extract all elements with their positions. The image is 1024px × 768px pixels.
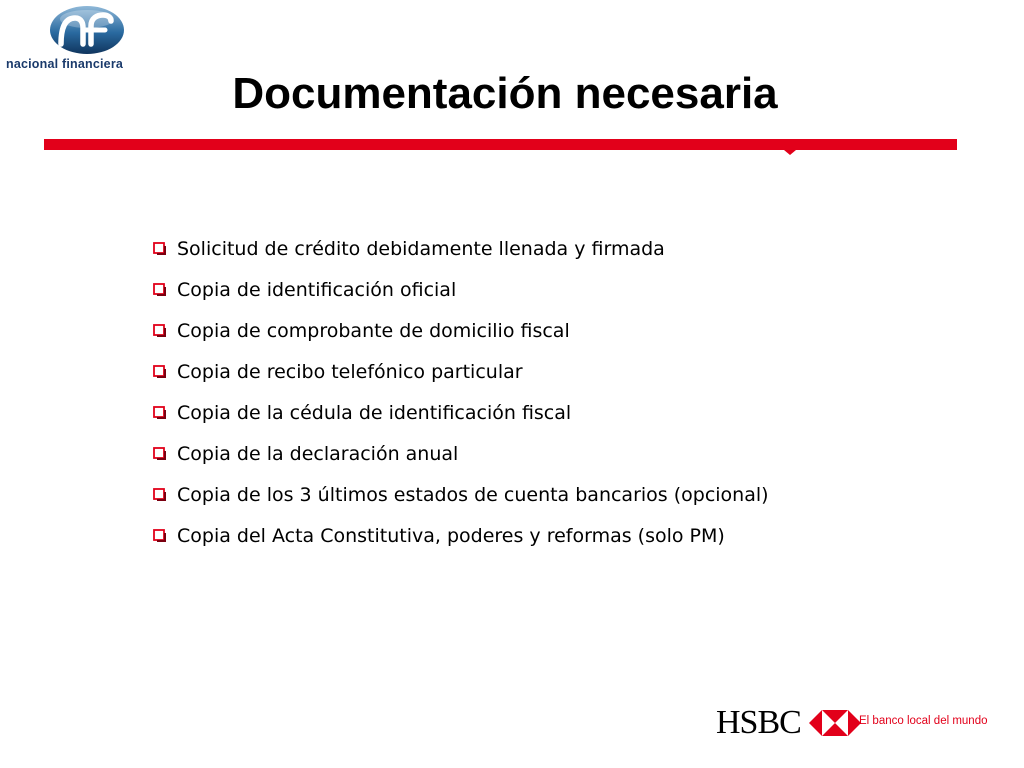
list-item xyxy=(153,269,769,310)
slide-title: Documentación necesaria xyxy=(232,69,778,118)
list-item-text: Copia de los 3 últimos estados de cuenta bancarios (opcional) xyxy=(177,483,769,506)
requirements-list xyxy=(153,228,769,556)
checkbox-bullet-icon xyxy=(153,324,167,338)
title-divider xyxy=(44,139,957,155)
hsbc-wordmark: HSBC xyxy=(716,704,801,741)
list-item xyxy=(153,392,769,433)
hsbc-tagline: El banco local del mundo xyxy=(859,715,988,727)
list-item-text: Copia de recibo telefónico particular xyxy=(177,360,523,383)
list-item-text: Copia de identificación oficial xyxy=(177,278,457,301)
list-item-text: Copia de la declaración anual xyxy=(177,442,459,465)
list-item xyxy=(153,474,769,515)
hsbc-hexagon-icon xyxy=(804,710,866,736)
checkbox-bullet-icon xyxy=(153,406,167,420)
hsbc-logo xyxy=(716,704,1006,742)
list-item xyxy=(153,515,769,556)
checkbox-bullet-icon xyxy=(153,488,167,502)
nafin-logo-icon xyxy=(47,4,127,56)
list-item xyxy=(153,228,769,269)
checkbox-bullet-icon xyxy=(153,447,167,461)
list-item-text: Copia de la cédula de identificación fiscal xyxy=(177,401,572,424)
checkbox-bullet-icon xyxy=(153,529,167,543)
list-item-text: Solicitud de crédito debidamente llenada y firmada xyxy=(177,237,665,260)
list-item xyxy=(153,433,769,474)
nafin-logo xyxy=(2,2,174,72)
nafin-logo-text: nacional financiera xyxy=(6,57,124,71)
list-item xyxy=(153,310,769,351)
checkbox-bullet-icon xyxy=(153,365,167,379)
list-item xyxy=(153,351,769,392)
checkbox-bullet-icon xyxy=(153,283,167,297)
checkbox-bullet-icon xyxy=(153,242,167,256)
list-item-text: Copia del Acta Constitutiva, poderes y reformas (solo PM) xyxy=(177,524,725,547)
list-item-text: Copia de comprobante de domicilio fiscal xyxy=(177,319,570,342)
